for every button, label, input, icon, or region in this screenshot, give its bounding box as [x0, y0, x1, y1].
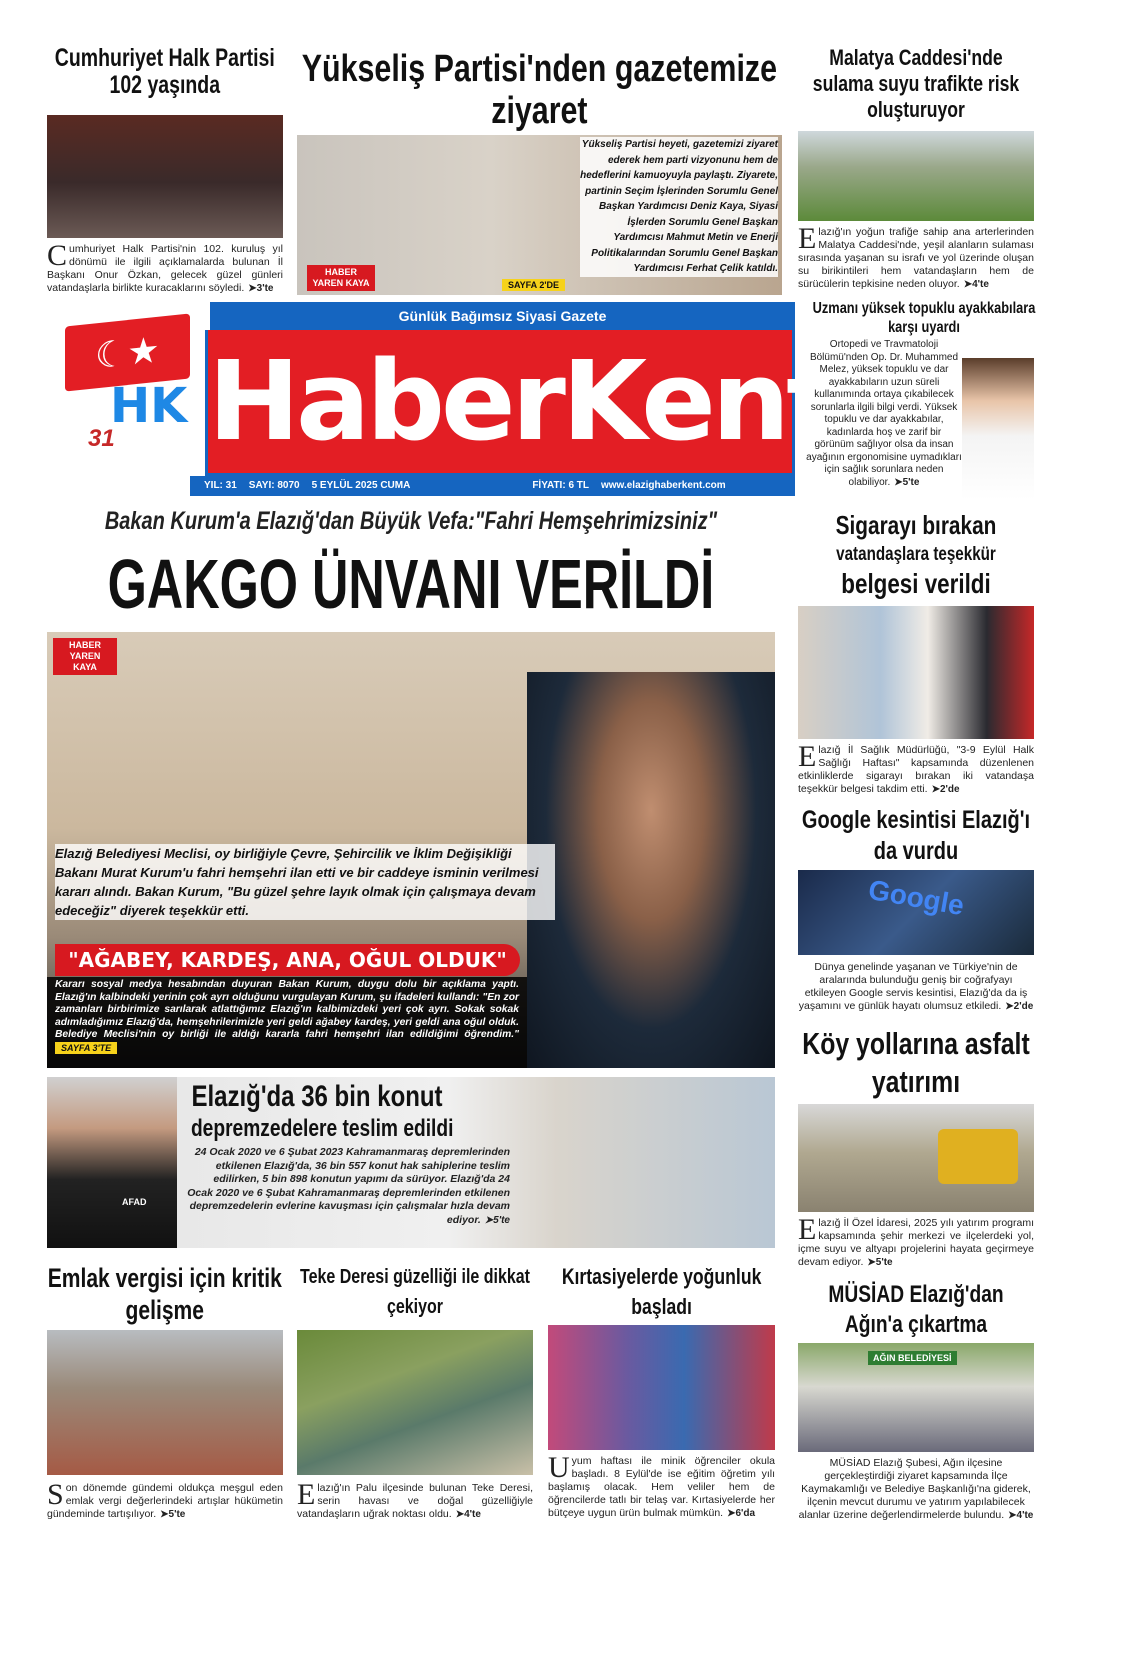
dropcap: C [47, 239, 68, 272]
chp-headline[interactable]: Cumhuriyet Halk Partisi 102 yaşında [54, 44, 275, 99]
masthead-info-bar [190, 476, 795, 496]
emlak-headline[interactable]: Emlak vergisi için kritik gelişme [47, 1263, 282, 1325]
google-body [798, 961, 1034, 1013]
yukselis-headline[interactable]: Yükseliş Partisi'nden gazetemize ziyaret [301, 48, 778, 132]
chp-text: umhuriyet Halk Partisi'nin 102. kuruluş yıl dönümü ile ilgili açıklamalarda bulunan İl Başkanı Onur Özkan, gelecek güzel günleri vatandaşlarla birlikte kuracaklarını söyledi. [47, 243, 283, 294]
koy-body [798, 1213, 1034, 1269]
kirtasiye-headline[interactable]: Kırtasiyelerde yoğunluk başladı [561, 1264, 762, 1319]
doctor-photo [962, 358, 1034, 500]
chp-photo [47, 115, 283, 238]
teke-photo [297, 1330, 533, 1475]
page-ref: ➤4'te [963, 279, 989, 290]
konut-headline-1[interactable]: Elazığ'da 36 bin konut [191, 1080, 443, 1113]
malatya-body [798, 222, 1034, 291]
minister-photo [527, 672, 775, 1068]
emlak-photo [47, 1330, 283, 1475]
page-ref: ➤5'te [484, 1214, 510, 1226]
konut-block [47, 1077, 775, 1248]
uzman-text: Ortopedi ve Travmatoloji Bölümü'nden Op. Dr. Muhammed Melez, yüksek topuklu ve dar ayakkabıların uzun süreli kullanımında ortaya çıkabilecek sorunlarla ilgili bilgi verdi. Yüksek topuklu ve dar ayakkabılar, kadınlarda hoş ve zarif bir görünüm sağlıyor olsa da insan ayağının ergonomisine uymadıkları için sağlık sorunlara neden olabiliyor. [806, 339, 962, 488]
malatya-headline[interactable]: Malatya Caddesi'nde sulama suyu trafikte risk oluşturuyor [812, 45, 1020, 122]
koy-text: lazığ İl Özel İdaresi, 2025 yılı yatırım programı kapsamında şehir merkezi ve ilçelerdeki yol, içme suyu ve altyapı projelerini hayata geçirmeye devam ediyor. [798, 1217, 1034, 1268]
page-ref: ➤5'te [894, 476, 920, 488]
dropcap: U [548, 1451, 570, 1484]
page-ref: ➤3'te [248, 283, 274, 294]
masthead-logo [50, 310, 205, 470]
page-ref: ➤6'da [727, 1508, 756, 1519]
sigara-headline-1[interactable]: Sigarayı bırakan [835, 510, 997, 540]
page-ref: ➤2'de [1005, 1001, 1034, 1012]
afad-badge: AFAD [122, 1197, 147, 1207]
page-ref: ➤2'de [931, 784, 960, 795]
municipality-sign: AĞIN BELEDİYESİ [868, 1351, 957, 1365]
reporter-tag: HABER YAREN KAYA [53, 638, 117, 675]
sigara-text: lazığ İl Sağlık Müdürlüğü, "3-9 Eylül Halk Sağlığı Haftası" kapsamında düzenlenen etkinliklerde sigarayı bırakan iki vatandaşa teşekkür belgesi takdim etti. [798, 744, 1034, 795]
musiad-text: MÜSİAD Elazığ Şubesi, Ağın ilçesine gerçekleştirdiği ziyaret kapsamında İlçe Kaymakamlığı ve Belediye Başkanlığı'na giderek, ilçenin mevcut durumu ve yatırım yapılabilecek alanlar üzerine değerlendirmelerde bulundu. [798, 1457, 1031, 1521]
musiad-photo [798, 1343, 1034, 1452]
google-text: Dünya genelinde yaşanan ve Türkiye'nin de aralarında bulunduğu geniş bir coğrafyayı etkileyen Google servis kesintisi, Elazığ'da da iş yaşamını ve günlük hayatı olumsuz etkiledi. [798, 961, 1028, 1012]
roller-vehicle [938, 1129, 1018, 1184]
google-sign: Google [866, 873, 967, 922]
google-headline[interactable]: Google kesintisi Elazığ'ı da vurdu [801, 806, 1031, 865]
malatya-photo [798, 131, 1034, 221]
dropcap: S [47, 1478, 64, 1511]
flag-icon: ☾★ [65, 313, 190, 391]
yukselis-photo [297, 135, 782, 295]
page-ref: ➤5'te [160, 1509, 186, 1520]
chp-body [47, 239, 283, 295]
konut-body [185, 1146, 510, 1227]
page-ref: ➤4'te [1008, 1510, 1034, 1521]
sigara-photo [798, 606, 1034, 739]
kirtasiye-text: yum haftası ile minik öğrenciler okula başladı. 8 Eylül'de ise eğitim öğretim yılı başlamış olacak. Hem veliler hem de öğrencilerde tatlı bir telaş var. Kırtasiyelerde her bütçeye uygun ürün bulmak mümkün. [548, 1455, 775, 1519]
price: FİYATI: 6 TL [532, 480, 589, 491]
logo-letters: HK [110, 378, 188, 434]
sigara-body [798, 740, 1034, 796]
musiad-headline[interactable]: MÜSİAD Elazığ'dan Ağın'a çıkartma [828, 1281, 1004, 1338]
koy-photo [798, 1104, 1034, 1212]
page-ref: SAYFA 3'TE [55, 1042, 117, 1054]
teke-text: lazığ'ın Palu ilçesinde bulunan Teke Deresi, serin havası ve doğal güzelliğiyle vatandaşların uğrak noktası oldu. [297, 1482, 533, 1520]
quote-banner: "AĞABEY, KARDEŞ, ANA, OĞUL OLDUK" [55, 944, 520, 976]
page-ref: ➤4'te [455, 1509, 481, 1520]
google-photo [798, 870, 1034, 955]
main-text: Kararı sosyal medya hesabından duyuran Bakan Kurum, duygu dolu bir açıklama yaptı. Elazığ'ın kalbindeki yerinin çok ayrı olduğunu vurgulayan Kurum, şu ifadeleri kullandı: "En zor zamanları birbirimize sarılarak atlattığımız Elazığ'ın kalbimizdeki yeri çok ayrı. Sokak sokak adımladığımız Elazığ'da, hemşehrilerimizle yeri geldi ağabey kardeş, yeri geldi ana oğul olduk. Belediye Meclisi'nin oy birliği ile aldığı kararla fahri hemşehri ilan edildiğimi öğrendim." [55, 979, 519, 1040]
konut-text: 24 Ocak 2020 ve 6 Şubat 2023 Kahramanmaraş depremlerinden etkilenen Elazığ'da, 36 bin 557 konut hak sahiplerine teslim edilirken, 5 bin 898 konutun yapımı da sürüyor. Elazığ'da 24 Ocak 2020 ve 6 Şubat Kahramanmaraş depremlerinden etkilenen depremzedelerin evlerine kavuşması için çalışmalar hızla devam ediyor. [187, 1146, 510, 1226]
year: YIL: 31 [204, 480, 237, 491]
page-ref: SAYFA 2'DE [502, 279, 565, 291]
dropcap: E [798, 740, 817, 773]
date: 5 EYLÜL 2025 CUMA [311, 480, 411, 491]
main-kicker[interactable]: Bakan Kurum'a Elazığ'dan Büyük Vefa:"Fahri Hemşehrimizsiniz" [104, 507, 718, 535]
slogan-bar: Günlük Bağımsız Siyasi Gazete [210, 302, 795, 330]
dropcap: E [798, 222, 817, 255]
koy-headline[interactable]: Köy yollarına asfalt yatırımı [802, 1026, 1030, 1099]
main-photo [47, 632, 775, 1068]
main-headline[interactable]: GAKGO ÜNVANI VERİLDİ [107, 545, 715, 623]
main-caption: Elazığ Belediyesi Meclisi, oy birliğiyle Çevre, Şehircilik ve İklim Değişikliği Bakanı Murat Kurum'u fahri hemşehri ilan etti ve bir caddeye isminin verilmesi kararı alındı. Bakan Kurum, "Bu güzel şehre layık olmak için çalışmaya devam edeceğiz" diyerek teşekkür etti. [55, 844, 555, 920]
website[interactable]: www.elazighaberkent.com [601, 480, 726, 491]
kirtasiye-body [548, 1451, 775, 1520]
uzman-body [806, 339, 962, 489]
musiad-body [798, 1457, 1034, 1522]
sigara-headline-3[interactable]: belgesi verildi [841, 568, 991, 599]
sigara-headline-2[interactable]: vatandaşlara teşekkür [836, 544, 996, 565]
issue: SAYI: 8070 [248, 480, 300, 491]
teke-body [297, 1478, 533, 1521]
page-ref: ➤5'te [867, 1257, 893, 1268]
masthead-title[interactable] [205, 330, 835, 476]
reporter-tag: HABER YAREN KAYA [307, 265, 375, 291]
dropcap: E [798, 1213, 817, 1246]
dropcap: E [297, 1478, 316, 1511]
newspaper-name: HaberKent [208, 337, 835, 465]
kirtasiye-photo [548, 1325, 775, 1450]
emlak-text: on dönemde gündemi oldukça meşgul eden emlak vergi değerlerindeki artışlar hükümetin gündeminde tartışılıyor. [47, 1482, 283, 1520]
malatya-text: lazığ'ın yoğun trafiğe sahip ana arterlerinden Malatya Caddesi'nde, yeşil alanların sulaması sırasında yaşanan su israfı ve yol üzerinde oluşan su birikintileri hem vatandaşların hem de sürücülerin tepkisine neden oluyor. [798, 226, 1034, 290]
uzman-headline[interactable]: Uzmanı yüksek topuklu ayakkabılara karşı uyardı [812, 300, 1036, 336]
teke-headline[interactable]: Teke Deresi güzelliği ile dikkat çekiyor [299, 1266, 531, 1318]
konut-headline-2[interactable]: depremzedelere teslim edildi [190, 1115, 454, 1142]
main-body [47, 977, 527, 1068]
logo-number: 31 [88, 425, 115, 452]
emlak-body [47, 1478, 283, 1521]
yukselis-body: Yükseliş Partisi heyeti, gazetemizi ziyaret ederek hem parti vizyonunu hem de hedeflerini kamuoyuyla paylaştı. Ziyarete, partinin Seçim İşlerinden Sorumlu Genel Başkan Yardımcısı Deniz Kaya, Siyasi İşlerden Sorumlu Genel Başkan Yardımcısı Mahmut Metin ve Enerji Politikalarından Sorumlu Genel Başkan Yardımcısı Ferhat Çelik katıldı. [580, 137, 778, 277]
